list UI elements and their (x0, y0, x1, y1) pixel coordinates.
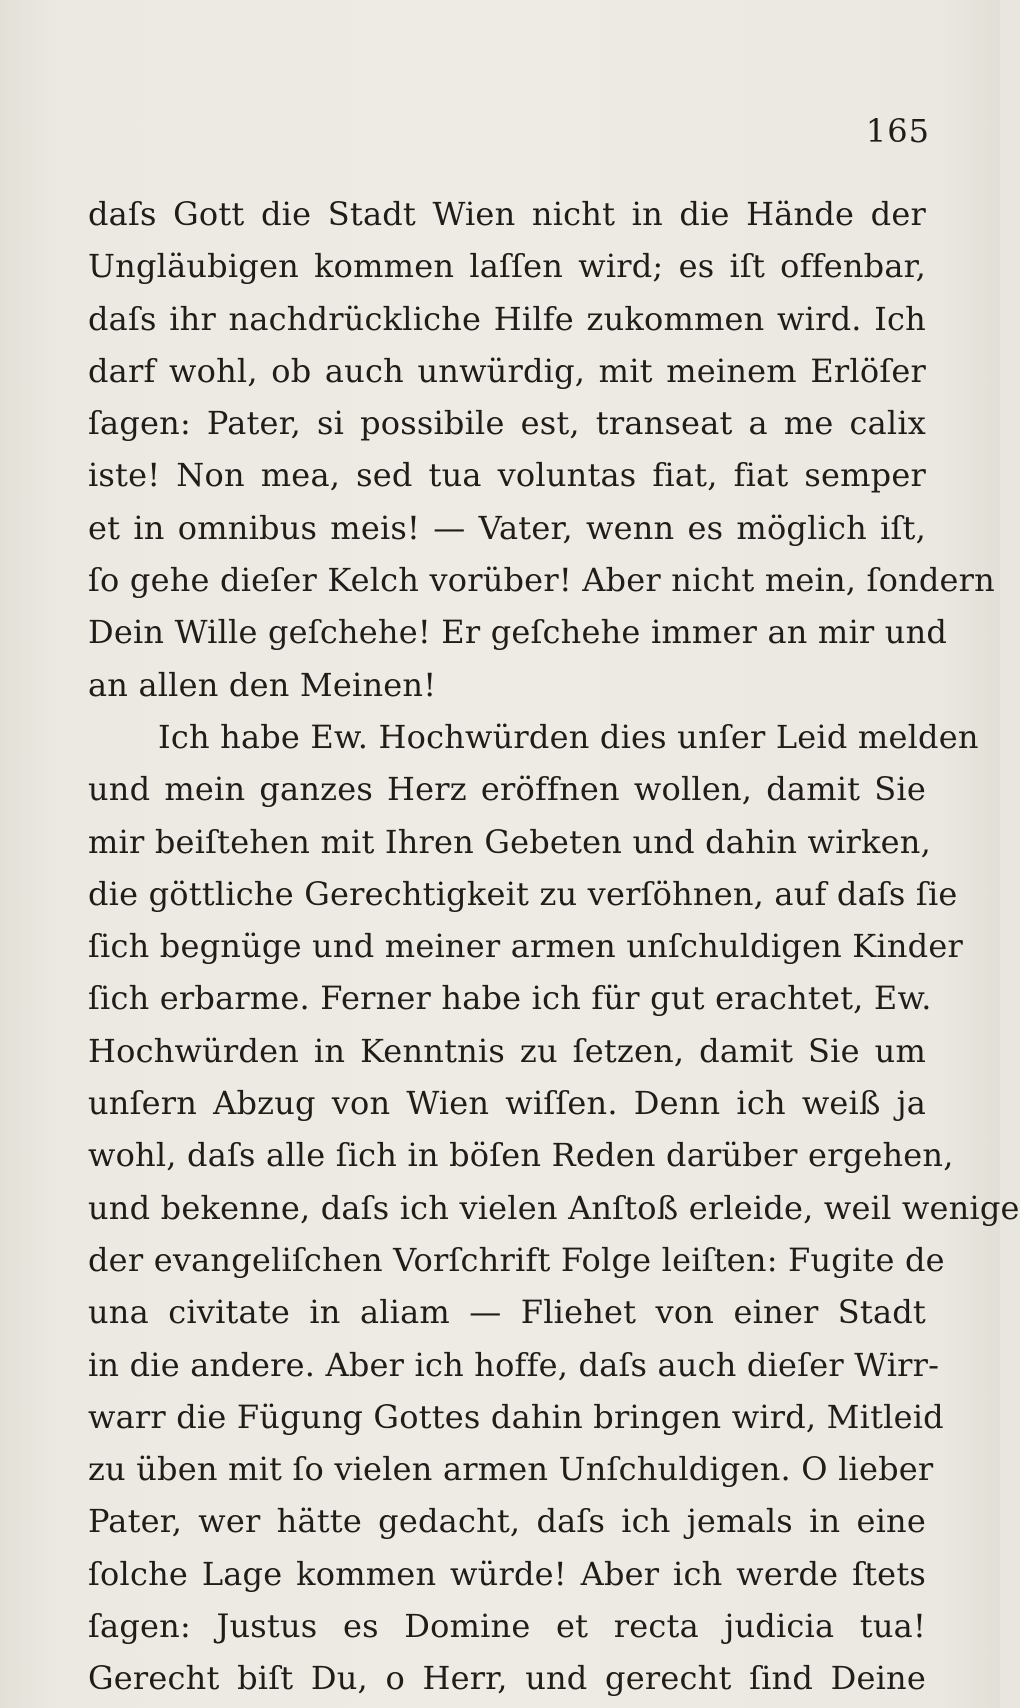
text-line: Ungläubigen kommen laſſen wird; es iſt offenbar, (88, 247, 926, 286)
page-number: 165 (865, 112, 930, 150)
text-line: ſagen: Justus es Domine et recta judicia tua! (88, 1607, 926, 1646)
text-line: Dein Wille geſchehe! Er geſchehe immer an mir und (88, 613, 948, 652)
text-line: die göttliche Gerechtigkeit zu verſöhnen, auf daſs ſie (88, 874, 958, 913)
text-line: an allen den Meinen! (88, 665, 437, 704)
paragraph-start-line: Ich habe Ew. Hochwürden dies unſer Leid melden (158, 717, 979, 756)
text-line: ſich erbarme. Ferner habe ich für gut erachtet, Ew. (88, 979, 932, 1018)
text-line: daſs ihr nachdrückliche Hilfe zukommen wird. Ich (88, 299, 926, 338)
text-line: in die andere. Aber ich hoffe, daſs auch dieſer Wirr- (88, 1345, 940, 1384)
text-line: ſagen: Pater, si possibile est, transeat a me calix (88, 404, 926, 443)
text-line: ſich begnüge und meiner armen unſchuldigen Kinder (88, 927, 963, 966)
text-line: zu üben mit ſo vielen armen Unſchuldigen. O lieber (88, 1450, 934, 1489)
text-line: Pater, wer hätte gedacht, daſs ich jemals in eine (88, 1502, 926, 1541)
text-line: mir beiſtehen mit Ihren Gebeten und dahin wirken, (88, 822, 931, 861)
text-line: et in omnibus meis! — Vater, wenn es möglich iſt, (88, 508, 926, 547)
text-line: daſs Gott die Stadt Wien nicht in die Hände der (88, 195, 926, 233)
text-line: Gerecht biſt Du, o Herr, und gerecht ſind Deine (88, 1659, 926, 1698)
text-line: darf wohl, ob auch unwürdig, mit meinem Erlöſer (88, 351, 926, 390)
body-text (88, 188, 1020, 1705)
text-line: iste! Non mea, sed tua voluntas fiat, fiat semper (88, 456, 926, 495)
text-line: warr die Fügung Gottes dahin bringen wird, Mitleid (88, 1397, 944, 1436)
text-line: und bekenne, daſs ich vielen Anſtoß erleide, weil wenige (88, 1188, 1020, 1227)
text-line: una civitate in aliam — Fliehet von einer Stadt (88, 1293, 926, 1332)
text-line: und mein ganzes Herz eröffnen wollen, damit Sie (88, 770, 926, 809)
text-line: Hochwürden in Kenntnis zu ſetzen, damit Sie um (88, 1031, 926, 1070)
text-line: unſern Abzug von Wien wiſſen. Denn ich weiß ja (88, 1084, 926, 1123)
text-line: der evangeliſchen Vorſchrift Folge leiſten: Fugite de (88, 1240, 945, 1279)
text-line: wohl, daſs alle ſich in böſen Reden darüber ergehen, (88, 1136, 954, 1175)
text-line: ſolche Lage kommen würde! Aber ich werde ſtets (88, 1554, 926, 1593)
text-line: ſo gehe dieſer Kelch vorüber! Aber nicht mein, ſondern (88, 561, 995, 600)
